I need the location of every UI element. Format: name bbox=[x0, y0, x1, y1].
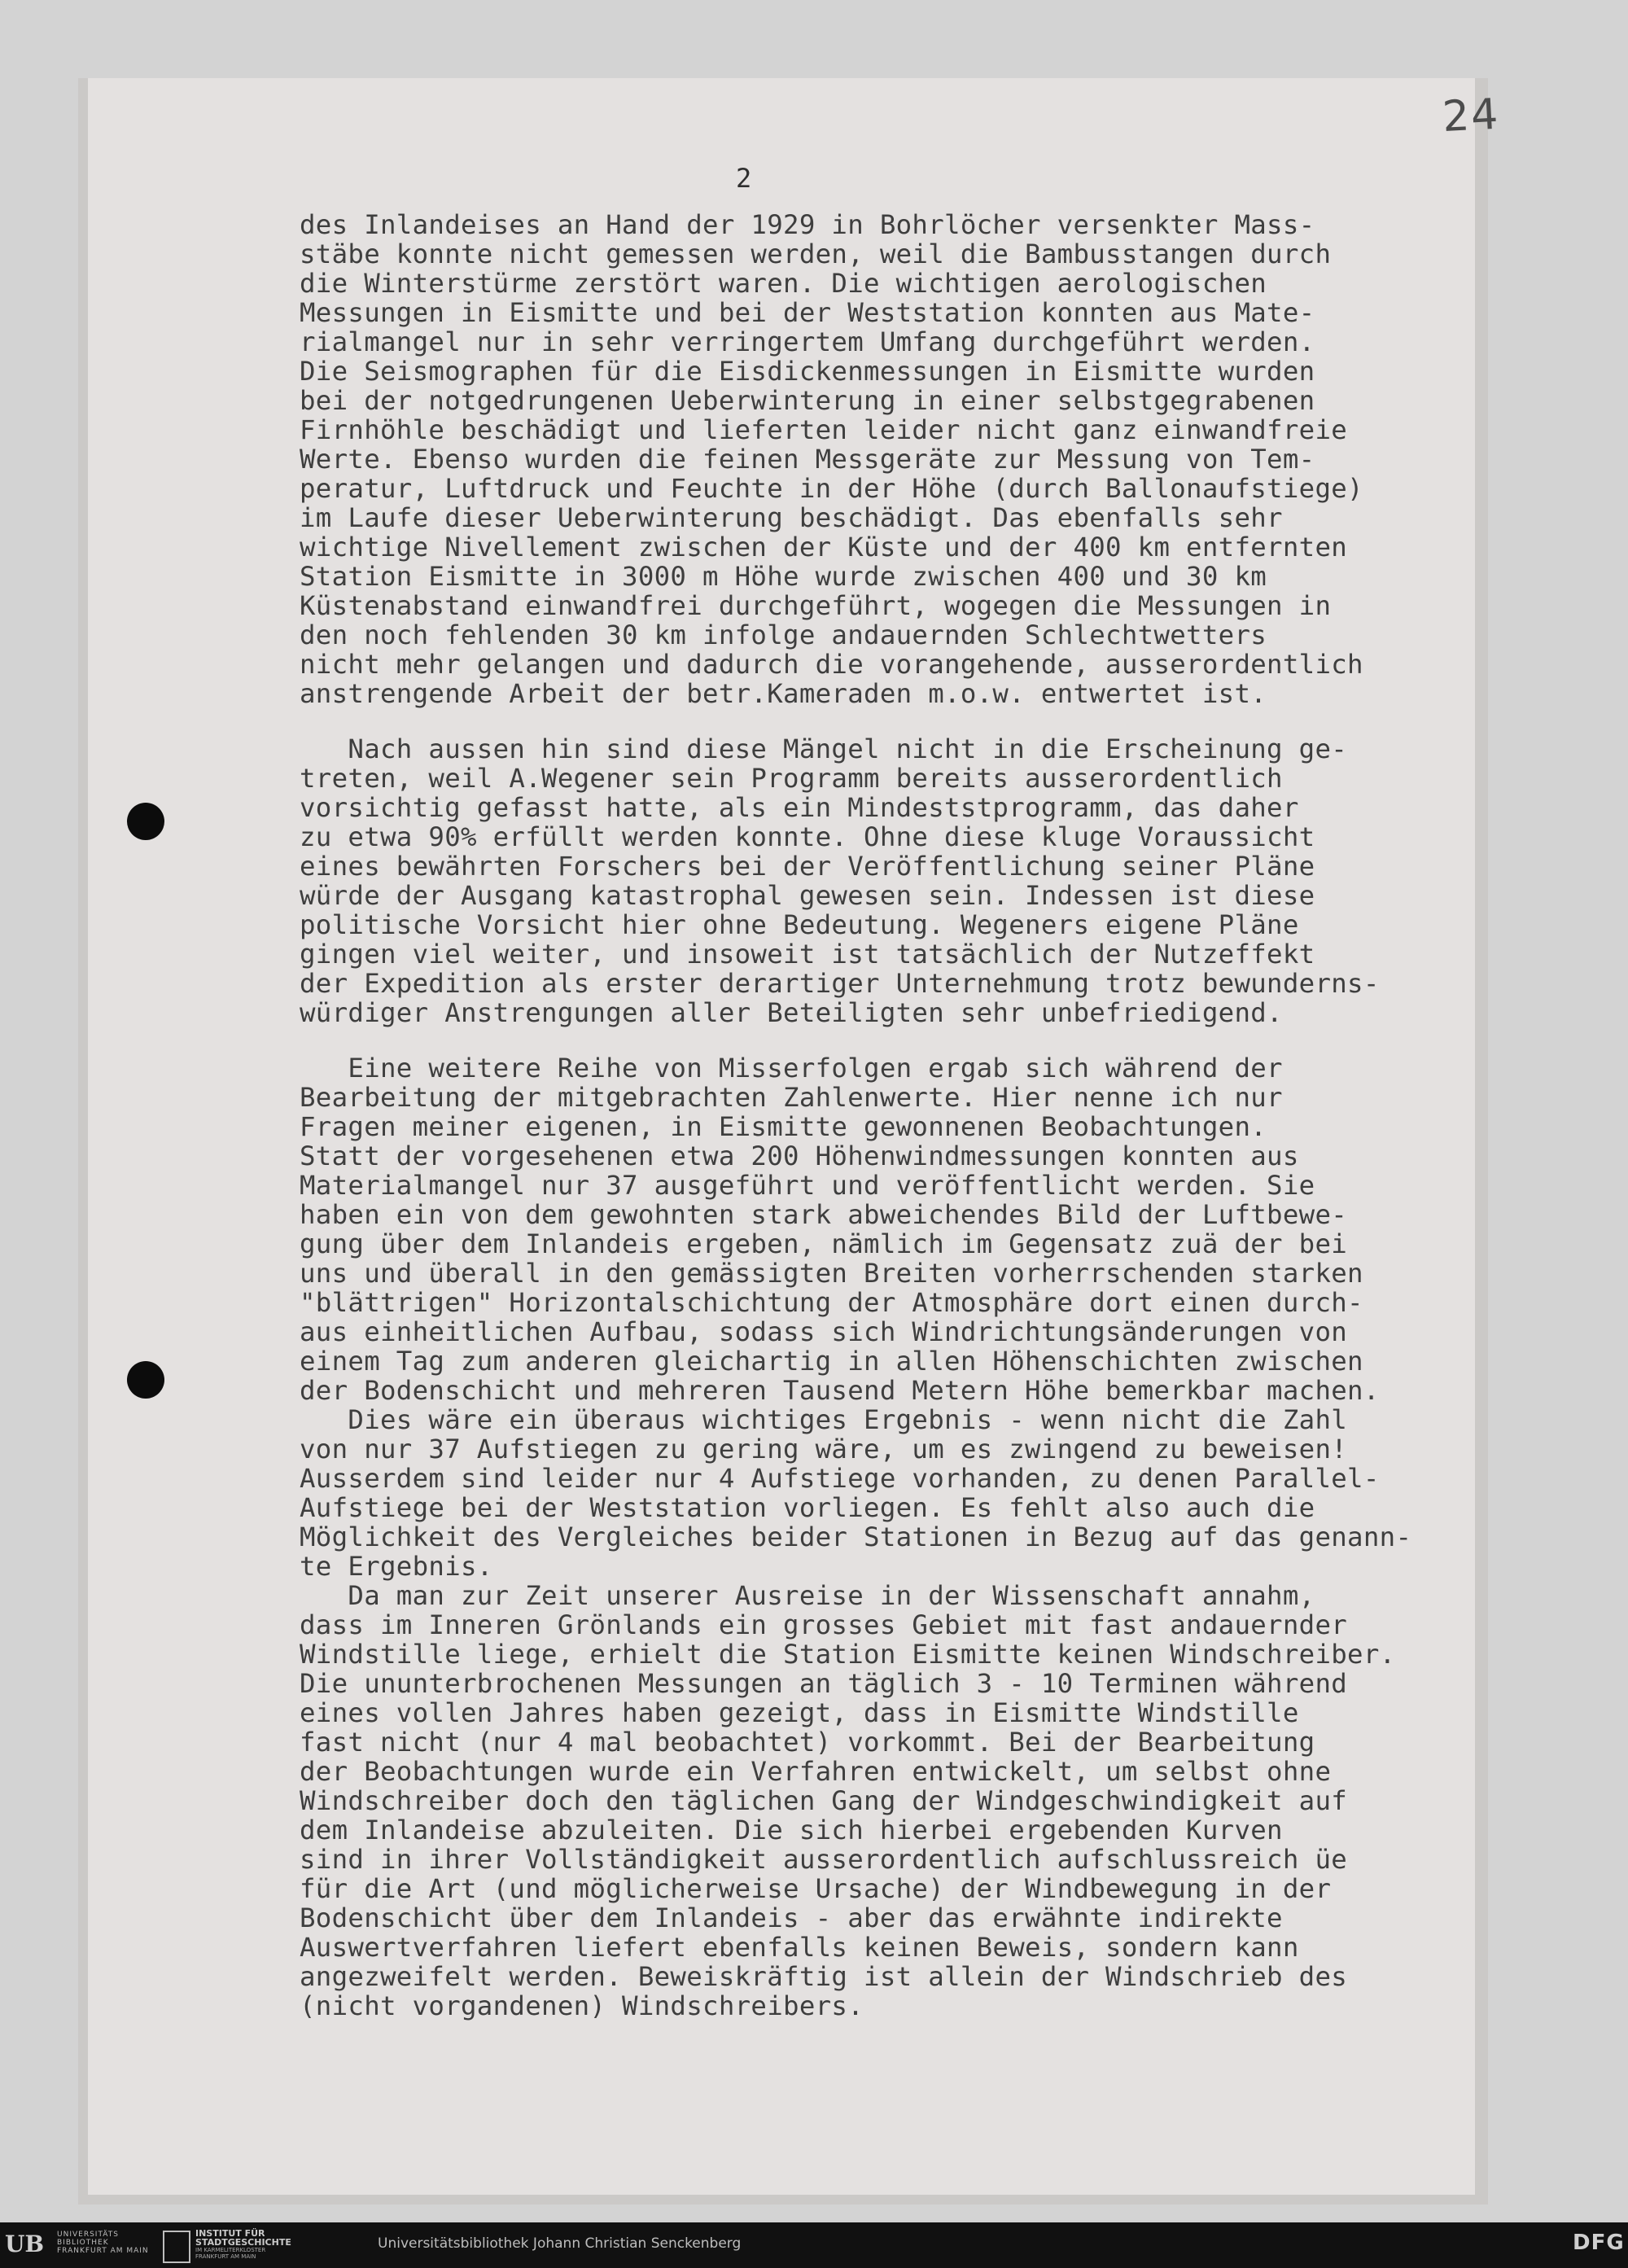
text-line: nicht mehr gelangen und dadurch die vorangehende, ausserordentlich bbox=[300, 649, 1363, 680]
text-line: dem Inlandeise abzuleiten. Die sich hierbei ergebenden Kurven bbox=[300, 1815, 1283, 1845]
text-line: zu etwa 90% erfüllt werden konnte. Ohne diese kluge Voraussicht bbox=[300, 821, 1315, 852]
text-line: bei der notgedrungenen Ueberwinterung in einer selbstgegrabenen bbox=[300, 385, 1315, 416]
text-line: Windschreiber doch den täglichen Gang der Windgeschwindigkeit auf bbox=[300, 1785, 1348, 1816]
text-line: politische Vorsicht hier ohne Bedeutung. Wegeners eigene Pläne bbox=[300, 909, 1299, 940]
handwritten-folio-number: 24 bbox=[1441, 90, 1501, 142]
text-line: Fragen meiner eigenen, in Eismitte gewonnenen Beobachtungen. bbox=[300, 1111, 1267, 1142]
text-line: angezweifelt werden. Beweiskräftig ist allein der Windschrieb des bbox=[300, 1961, 1348, 1992]
isg-logo-text: INSTITUT FÜR STADTGESCHICHTE bbox=[195, 2228, 291, 2248]
text-line: Werte. Ebenso wurden die feinen Messgeräte zur Messung von Tem- bbox=[300, 444, 1315, 475]
text-line: für die Art (und möglicherweise Ursache) der Windbewegung in der bbox=[300, 1873, 1332, 1904]
text-line: Statt der vorgesehenen etwa 200 Höhenwindmessungen konnten aus bbox=[300, 1141, 1299, 1171]
text-line: würde der Ausgang katastrophal gewesen sein. Indessen ist diese bbox=[300, 880, 1315, 911]
dfg-logo: DFG bbox=[1573, 2231, 1625, 2255]
text-line: stäbe konnte nicht gemessen werden, weil die Bambusstangen durch bbox=[300, 239, 1332, 269]
text-line: "blättrigen" Horizontalschichtung der Atmosphäre dort einen durch- bbox=[300, 1287, 1363, 1318]
punch-hole bbox=[127, 803, 164, 840]
text-line: anstrengende Arbeit der betr.Kameraden m.o.w. entwertet ist. bbox=[300, 678, 1267, 709]
text-line: gingen viel weiter, und insoweit ist tatsächlich der Nutzeffekt bbox=[300, 939, 1315, 970]
text-line: fast nicht (nur 4 mal beobachtet) vorkommt. Bei der Bearbeitung bbox=[300, 1727, 1315, 1758]
text-line: gung über dem Inlandeis ergeben, nämlich im Gegensatz zuä der bei bbox=[300, 1228, 1348, 1259]
text-line: von nur 37 Aufstiegen zu gering wäre, um es zwingend zu beweisen! bbox=[300, 1434, 1348, 1465]
text-line: die Winterstürme zerstört waren. Die wichtigen aerologischen bbox=[300, 268, 1267, 299]
text-line: Auswertverfahren liefert ebenfalls keinen Beweis, sondern kann bbox=[300, 1932, 1299, 1963]
text-line: des Inlandeises an Hand der 1929 in Bohrlöcher versenkter Mass- bbox=[300, 209, 1315, 240]
text-line: Materialmangel nur 37 ausgeführt und veröffentlicht werden. Sie bbox=[300, 1170, 1315, 1201]
text-line: aus einheitlichen Aufbau, sodass sich Windrichtungsänderungen von bbox=[300, 1316, 1348, 1347]
text-line: wichtige Nivellement zwischen der Küste und der 400 km entfernten bbox=[300, 532, 1348, 563]
punch-hole bbox=[127, 1361, 164, 1399]
text-line: Möglichkeit des Vergleiches beider Stationen in Bezug auf das genann- bbox=[300, 1521, 1412, 1552]
page-number: 2 bbox=[736, 163, 752, 194]
text-line: dass im Inneren Grönlands ein grosses Gebiet mit fast andauernder bbox=[300, 1609, 1348, 1640]
text-line: Eine weitere Reihe von Misserfolgen ergab sich während der bbox=[300, 1053, 1283, 1084]
text-line: rialmangel nur in sehr verringertem Umfang durchgeführt werden. bbox=[300, 326, 1315, 357]
paragraph-3 bbox=[300, 1053, 1504, 2021]
text-line: den noch fehlenden 30 km infolge andauernden Schlechtwetters bbox=[300, 620, 1267, 650]
text-line: Station Eismitte in 3000 m Höhe wurde zwischen 400 und 30 km bbox=[300, 561, 1267, 592]
text-line: uns und überall in den gemässigten Breiten vorherrschenden starken bbox=[300, 1258, 1363, 1289]
text-line: würdiger Anstrengungen aller Beteiligten sehr unbefriedigend. bbox=[300, 997, 1283, 1028]
text-line: Dies wäre ein überaus wichtiges Ergebnis - wenn nicht die Zahl bbox=[300, 1404, 1348, 1435]
text-line: vorsichtig gefasst hatte, als ein Mindeststprogramm, das daher bbox=[300, 792, 1299, 823]
library-credit: Universitätsbibliothek Johann Christian Senckenberg bbox=[378, 2235, 742, 2252]
text-line: Da man zur Zeit unserer Ausreise in der Wissenschaft annahm, bbox=[300, 1580, 1315, 1611]
text-line: treten, weil A.Wegener sein Programm bereits ausserordentlich bbox=[300, 763, 1283, 794]
text-line: Messungen in Eismitte und bei der Weststation konnten aus Mate- bbox=[300, 297, 1315, 328]
text-line: Bearbeitung der mitgebrachten Zahlenwerte. Hier nenne ich nur bbox=[300, 1082, 1283, 1113]
text-line: Die Seismographen für die Eisdickenmessungen in Eismitte wurden bbox=[300, 356, 1315, 387]
text-line: sind in ihrer Vollständigkeit ausserordentlich aufschlussreich üe bbox=[300, 1844, 1348, 1875]
ub-logo: UB bbox=[5, 2231, 45, 2257]
text-line: Nach aussen hin sind diese Mängel nicht in die Erscheinung ge- bbox=[300, 733, 1348, 764]
text-line: im Laufe dieser Ueberwinterung beschädigt. Das ebenfalls sehr bbox=[300, 502, 1283, 533]
text-line: haben ein von dem gewohnten stark abweichendes Bild der Luftbewe- bbox=[300, 1199, 1348, 1230]
text-line: eines bewährten Forschers bei der Veröffentlichung seiner Pläne bbox=[300, 851, 1315, 882]
isg-logo-subtext: IM KARMELITERKLOSTER FRANKFURT AM MAIN bbox=[195, 2247, 266, 2260]
text-line: Firnhöhle beschädigt und lieferten leider nicht ganz einwandfreie bbox=[300, 414, 1348, 445]
isg-logo-icon bbox=[163, 2231, 190, 2263]
text-line: Ausserdem sind leider nur 4 Aufstiege vorhanden, zu denen Parallel- bbox=[300, 1463, 1380, 1494]
text-line: der Bodenschicht und mehreren Tausend Metern Höhe bemerkbar machen. bbox=[300, 1375, 1380, 1406]
text-line: der Beobachtungen wurde ein Verfahren entwickelt, um selbst ohne bbox=[300, 1756, 1332, 1787]
ub-logo-text: UNIVERSITÄTS BIBLIOTHEK FRANKFURT AM MAIN bbox=[57, 2231, 149, 2255]
text-line: Die ununterbrochenen Messungen an täglich 3 - 10 Terminen während bbox=[300, 1668, 1348, 1699]
text-line: (nicht vorgandenen) Windschreibers. bbox=[300, 1990, 864, 2021]
text-line: Küstenabstand einwandfrei durchgeführt, wogegen die Messungen in bbox=[300, 590, 1332, 621]
text-line: Bodenschicht über dem Inlandeis - aber das erwähnte indirekte bbox=[300, 1902, 1283, 1933]
text-line: Aufstiege bei der Weststation vorliegen. Es fehlt also auch die bbox=[300, 1492, 1315, 1523]
text-line: peratur, Luftdruck und Feuchte in der Höhe (durch Ballonaufstiege) bbox=[300, 473, 1363, 504]
footer-bar bbox=[0, 2222, 1628, 2268]
text-line: eines vollen Jahres haben gezeigt, dass in Eismitte Windstille bbox=[300, 1697, 1299, 1728]
body-text bbox=[300, 210, 1504, 2021]
paragraph-2 bbox=[300, 734, 1504, 1027]
paragraph-1 bbox=[300, 210, 1504, 708]
text-line: te Ergebnis. bbox=[300, 1551, 493, 1582]
text-line: der Expedition als erster derartiger Unternehmung trotz bewunderns- bbox=[300, 968, 1380, 999]
text-line: Windstille liege, erhielt die Station Eismitte keinen Windschreiber. bbox=[300, 1639, 1396, 1670]
text-line: einem Tag zum anderen gleichartig in allen Höhenschichten zwischen bbox=[300, 1346, 1363, 1377]
